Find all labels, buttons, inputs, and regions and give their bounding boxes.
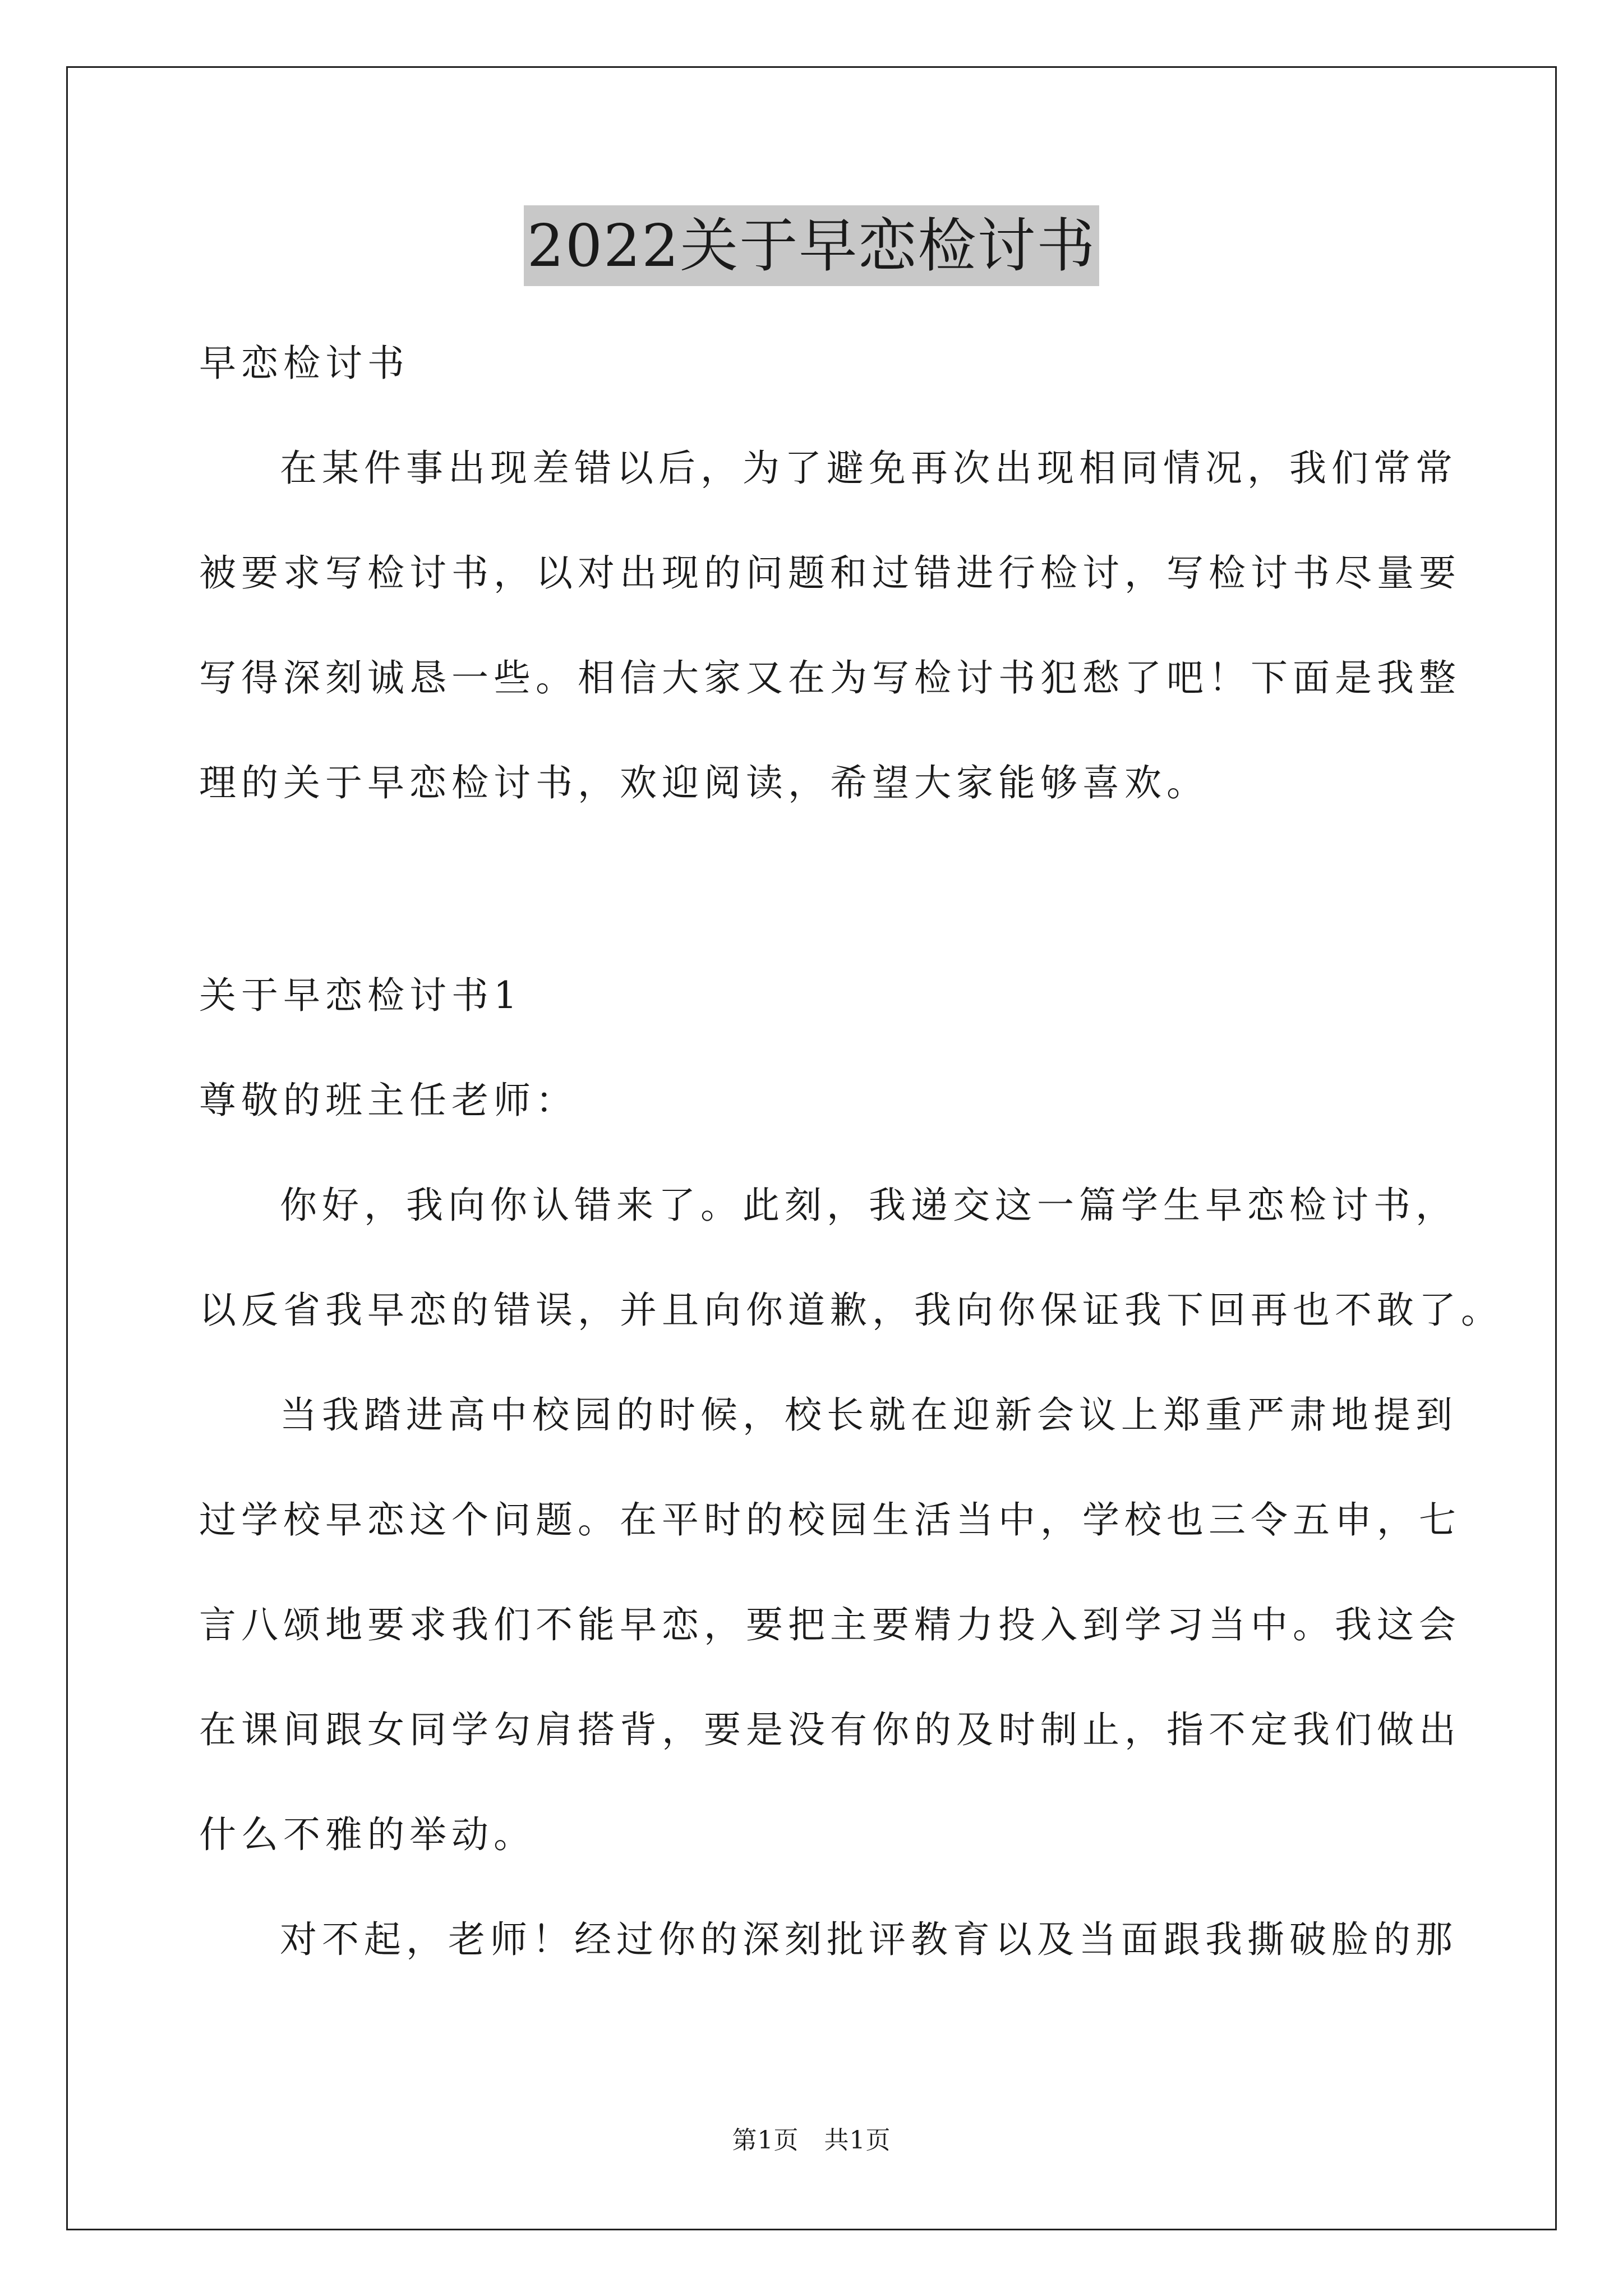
document-title: 2022关于早恋检讨书 bbox=[524, 205, 1100, 286]
intro-line: 写得深刻诚恳一些。相信大家又在为写检讨书犯愁了吧！下面是我整 bbox=[199, 656, 1461, 700]
body-line: 当我踏进高中校园的时候，校长就在迎新会议上郑重严肃地提到 bbox=[280, 1393, 1458, 1437]
title-container bbox=[0, 205, 1623, 286]
body-line: 对不起，老师！经过你的深刻批评教育以及当面跟我撕破脸的那 bbox=[280, 1918, 1458, 1961]
page-footer: 第1页 共1页 bbox=[732, 2126, 891, 2155]
body-line: 在课间跟女同学勾肩搭背，要是没有你的及时制止，指不定我们做出 bbox=[199, 1708, 1461, 1751]
intro-line: 在某件事出现差错以后，为了避免再次出现相同情况，我们常常 bbox=[280, 447, 1458, 490]
body-line: 什么不雅的举动。 bbox=[199, 1813, 536, 1856]
body-line: 以反省我早恋的错误，并且向你道歉，我向你保证我下回再也不敢了。 bbox=[199, 1289, 1503, 1332]
intro-line: 理的关于早恋检讨书，欢迎阅读，希望大家能够喜欢。 bbox=[199, 761, 1209, 804]
subtitle: 早恋检讨书 bbox=[199, 342, 409, 385]
body-line: 过学校早恋这个问题。在平时的校园生活当中，学校也三令五申，七 bbox=[199, 1498, 1461, 1542]
salutation: 尊敬的班主任老师： bbox=[199, 1079, 578, 1122]
document-body bbox=[199, 337, 1503, 1967]
intro-line: 被要求写检讨书，以对出现的问题和过错进行检讨，写检讨书尽量要 bbox=[199, 551, 1461, 595]
body-line: 你好，我向你认错来了。此刻，我递交这一篇学生早恋检讨书， bbox=[280, 1184, 1458, 1227]
section-heading: 关于早恋检讨书1 bbox=[199, 974, 522, 1017]
body-line: 言八颂地要求我们不能早恋，要把主要精力投入到学习当中。我这会 bbox=[199, 1603, 1461, 1646]
